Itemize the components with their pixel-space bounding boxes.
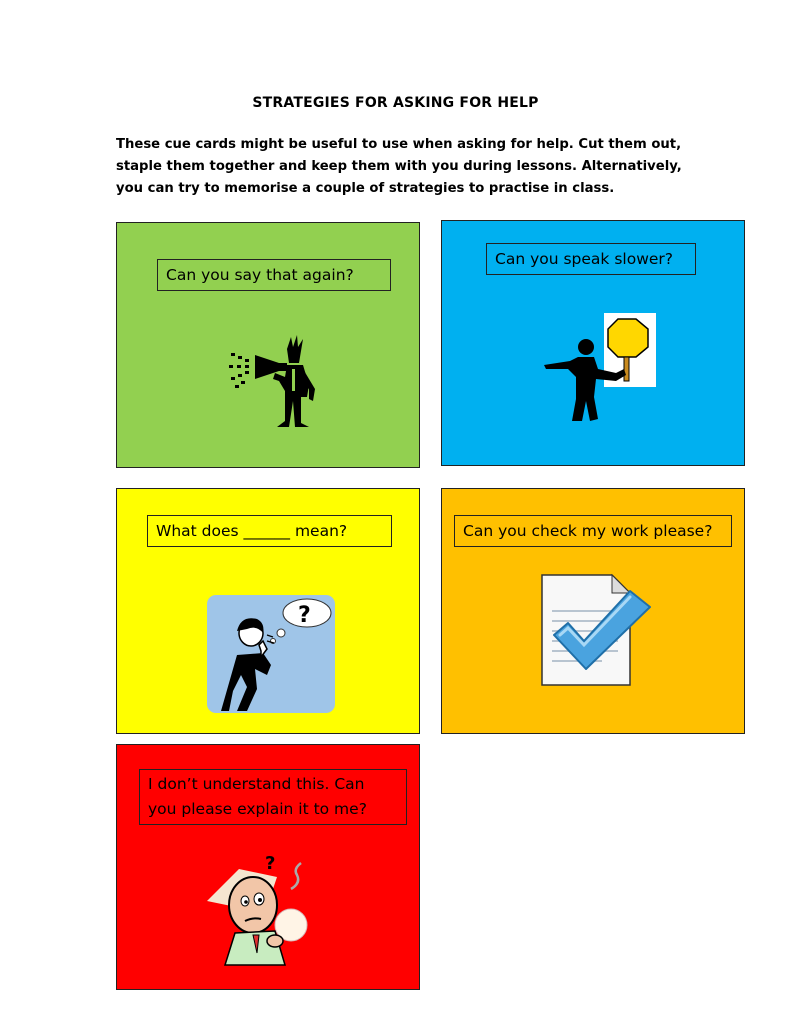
cue-card-label-line: I don’t understand this. Can <box>148 775 365 793</box>
cue-card-speak-slower <box>441 220 745 466</box>
checked-document-icon <box>538 571 658 691</box>
page-title: STRATEGIES FOR ASKING FOR HELP <box>252 95 539 111</box>
cue-card-label: Can you say that again? <box>157 259 391 291</box>
cue-card-label <box>139 769 407 825</box>
confused-man-icon <box>205 849 325 969</box>
cue-card-label: Can you check my work please? <box>454 515 732 547</box>
cue-card-check-work <box>441 488 745 734</box>
megaphone-man-icon <box>229 335 329 430</box>
cue-card-label: What does ______ mean? <box>147 515 392 547</box>
cue-card-label-line: you please explain it to me? <box>148 800 367 818</box>
cue-card-dont-understand <box>116 744 420 990</box>
cue-card-label: Can you speak slower? <box>486 243 696 275</box>
svg-text:?: ? <box>265 853 276 874</box>
cue-card-what-does-mean <box>116 488 420 734</box>
stop-sign-man-icon <box>540 313 660 425</box>
intro-line: you can try to memorise a couple of strategies to practise in class. <box>116 181 615 196</box>
thinking-man-icon <box>207 595 335 713</box>
intro-line: staple them together and keep them with you during lessons. Alternatively, <box>116 159 682 174</box>
intro-line: These cue cards might be useful to use when asking for help. Cut them out, <box>116 137 682 152</box>
cue-card-say-again <box>116 222 420 468</box>
intro-paragraph <box>116 134 686 200</box>
svg-text:?: ? <box>298 603 311 628</box>
